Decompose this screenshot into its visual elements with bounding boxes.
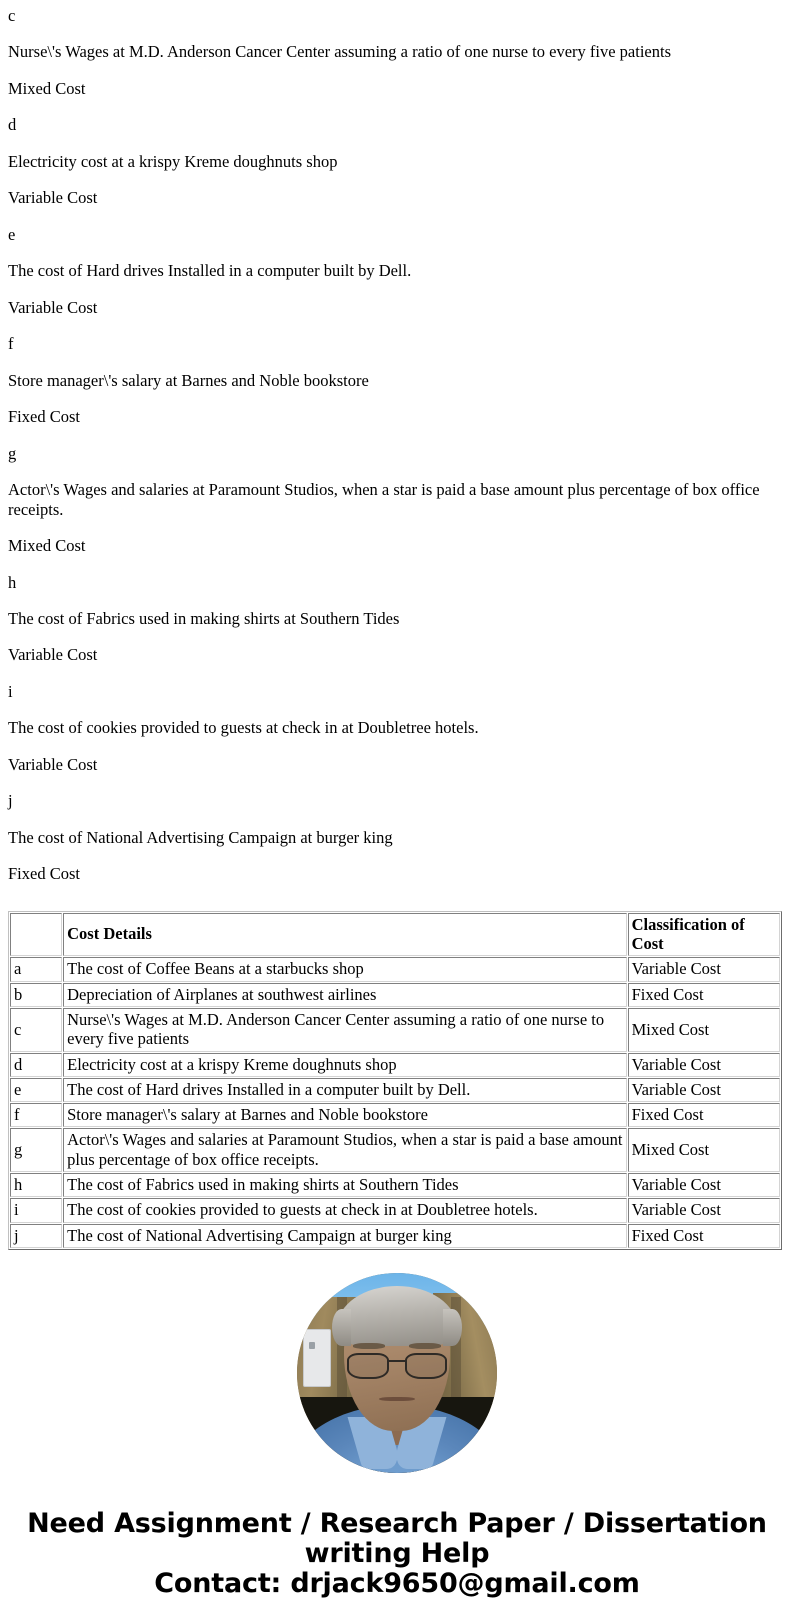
cell-classification: Variable Cost: [628, 1173, 780, 1197]
glasses-icon: [347, 1353, 447, 1379]
list-item-description: Actor\'s Wages and salaries at Paramount Studios, when a star is paid a base amount plus percentage of box office receipts.: [8, 480, 760, 519]
cell-key: j: [10, 1224, 62, 1248]
cell-detail: Electricity cost at a krispy Kreme doughnuts shop: [63, 1053, 626, 1077]
cell-detail: The cost of Coffee Beans at a starbucks shop: [63, 957, 626, 981]
cell-detail: Nurse\'s Wages at M.D. Anderson Cancer Center assuming a ratio of one nurse to every five patients: [63, 1008, 626, 1052]
cell-key: d: [10, 1053, 62, 1077]
cost-classification-list: [8, 6, 786, 884]
list-item-label: i: [8, 681, 13, 701]
table-row: [10, 983, 780, 1007]
cell-classification: Fixed Cost: [628, 983, 780, 1007]
cell-classification: Variable Cost: [628, 1053, 780, 1077]
promo-line-2: writing Help: [304, 1538, 490, 1570]
avatar-lens-right: [405, 1353, 447, 1379]
cell-detail: The cost of Fabrics used in making shirts at Southern Tides: [63, 1173, 626, 1197]
cell-key: h: [10, 1173, 62, 1197]
list-item-answer: Variable Cost: [8, 645, 98, 665]
avatar-lens-left: [347, 1353, 389, 1379]
document-page: [0, 6, 794, 1600]
list-item-answer: Fixed Cost: [8, 407, 80, 427]
cell-classification: Mixed Cost: [628, 1128, 780, 1172]
list-item-label: j: [8, 791, 13, 811]
cell-key: a: [10, 957, 62, 981]
list-item-answer: Variable Cost: [8, 754, 98, 774]
table-row: [10, 1173, 780, 1197]
cell-detail: Depreciation of Airplanes at southwest airlines: [63, 983, 626, 1007]
list-item-description: The cost of National Advertising Campaign at burger king: [8, 827, 393, 847]
promo-contact-line: Contact: drjack9650@gmail.com: [154, 1568, 640, 1600]
column-header-key: [10, 913, 62, 957]
table-row: [10, 1103, 780, 1127]
list-item-label: f: [8, 334, 14, 354]
promo-line-1: Need Assignment / Research Paper / Dissertation: [27, 1507, 767, 1539]
cell-classification: Variable Cost: [628, 1078, 780, 1102]
cell-key: g: [10, 1128, 62, 1172]
list-item-answer: Variable Cost: [8, 188, 98, 208]
cell-key: b: [10, 983, 62, 1007]
list-item-label: g: [8, 443, 17, 463]
list-item-label: d: [8, 115, 17, 135]
list-item-description: Nurse\'s Wages at M.D. Anderson Cancer Center assuming a ratio of one nurse to every five patients: [8, 42, 671, 62]
table-row: [10, 1198, 780, 1222]
cell-classification: Variable Cost: [628, 957, 780, 981]
column-header-classification: Classification of Cost: [628, 913, 780, 957]
cell-classification: Variable Cost: [628, 1198, 780, 1222]
list-item-description: Electricity cost at a krispy Kreme doughnuts shop: [8, 151, 338, 171]
cell-detail: The cost of National Advertising Campaign at burger king: [63, 1224, 626, 1248]
table-body: [10, 957, 780, 1248]
cell-detail: The cost of cookies provided to guests at check in at Doubletree hotels.: [63, 1198, 626, 1222]
cell-detail: Store manager\'s salary at Barnes and Noble bookstore: [63, 1103, 626, 1127]
list-item-answer: Fixed Cost: [8, 864, 80, 884]
cell-detail: Actor\'s Wages and salaries at Paramount Studios, when a star is paid a base amount plus percentage of box office receipts.: [63, 1128, 626, 1172]
cost-summary-table: [8, 911, 782, 1250]
avatar-eyebrow-left: [353, 1343, 385, 1349]
table-header-row: [10, 913, 780, 957]
avatar-eyebrow-right: [409, 1343, 441, 1349]
table-row: [10, 1008, 780, 1052]
list-item-label: h: [8, 572, 17, 592]
cell-classification: Fixed Cost: [628, 1103, 780, 1127]
table-head: [10, 913, 780, 957]
portrait-section: [8, 1273, 786, 1473]
cell-key: c: [10, 1008, 62, 1052]
list-item-label: c: [8, 6, 16, 25]
table-row: [10, 1053, 780, 1077]
column-header-cost-details: Cost Details: [63, 913, 626, 957]
cell-classification: Fixed Cost: [628, 1224, 780, 1248]
cell-classification: Mixed Cost: [628, 1008, 780, 1052]
cost-summary-table-container: [8, 911, 786, 1250]
list-item-answer: Mixed Cost: [8, 536, 86, 556]
list-item-description: The cost of cookies provided to guests at check in at Doubletree hotels.: [8, 718, 479, 738]
table-row: [10, 1128, 780, 1172]
table-row: [10, 1078, 780, 1102]
list-item-label: e: [8, 224, 16, 244]
avatar-background-switchplate: [303, 1329, 331, 1387]
avatar-glasses-bridge: [389, 1360, 405, 1362]
list-item-description: The cost of Hard drives Installed in a computer built by Dell.: [8, 261, 412, 281]
list-item-description: The cost of Fabrics used in making shirts at Southern Tides: [8, 608, 400, 628]
cell-key: i: [10, 1198, 62, 1222]
cell-key: e: [10, 1078, 62, 1102]
list-item-answer: Mixed Cost: [8, 78, 86, 98]
cell-detail: The cost of Hard drives Installed in a computer built by Dell.: [63, 1078, 626, 1102]
promo-banner: [8, 1509, 786, 1600]
list-item-description: Store manager\'s salary at Barnes and Noble bookstore: [8, 370, 369, 390]
cell-key: f: [10, 1103, 62, 1127]
table-row: [10, 1224, 780, 1248]
list-item-answer: Variable Cost: [8, 297, 98, 317]
table-row: [10, 957, 780, 981]
avatar: [297, 1273, 497, 1473]
